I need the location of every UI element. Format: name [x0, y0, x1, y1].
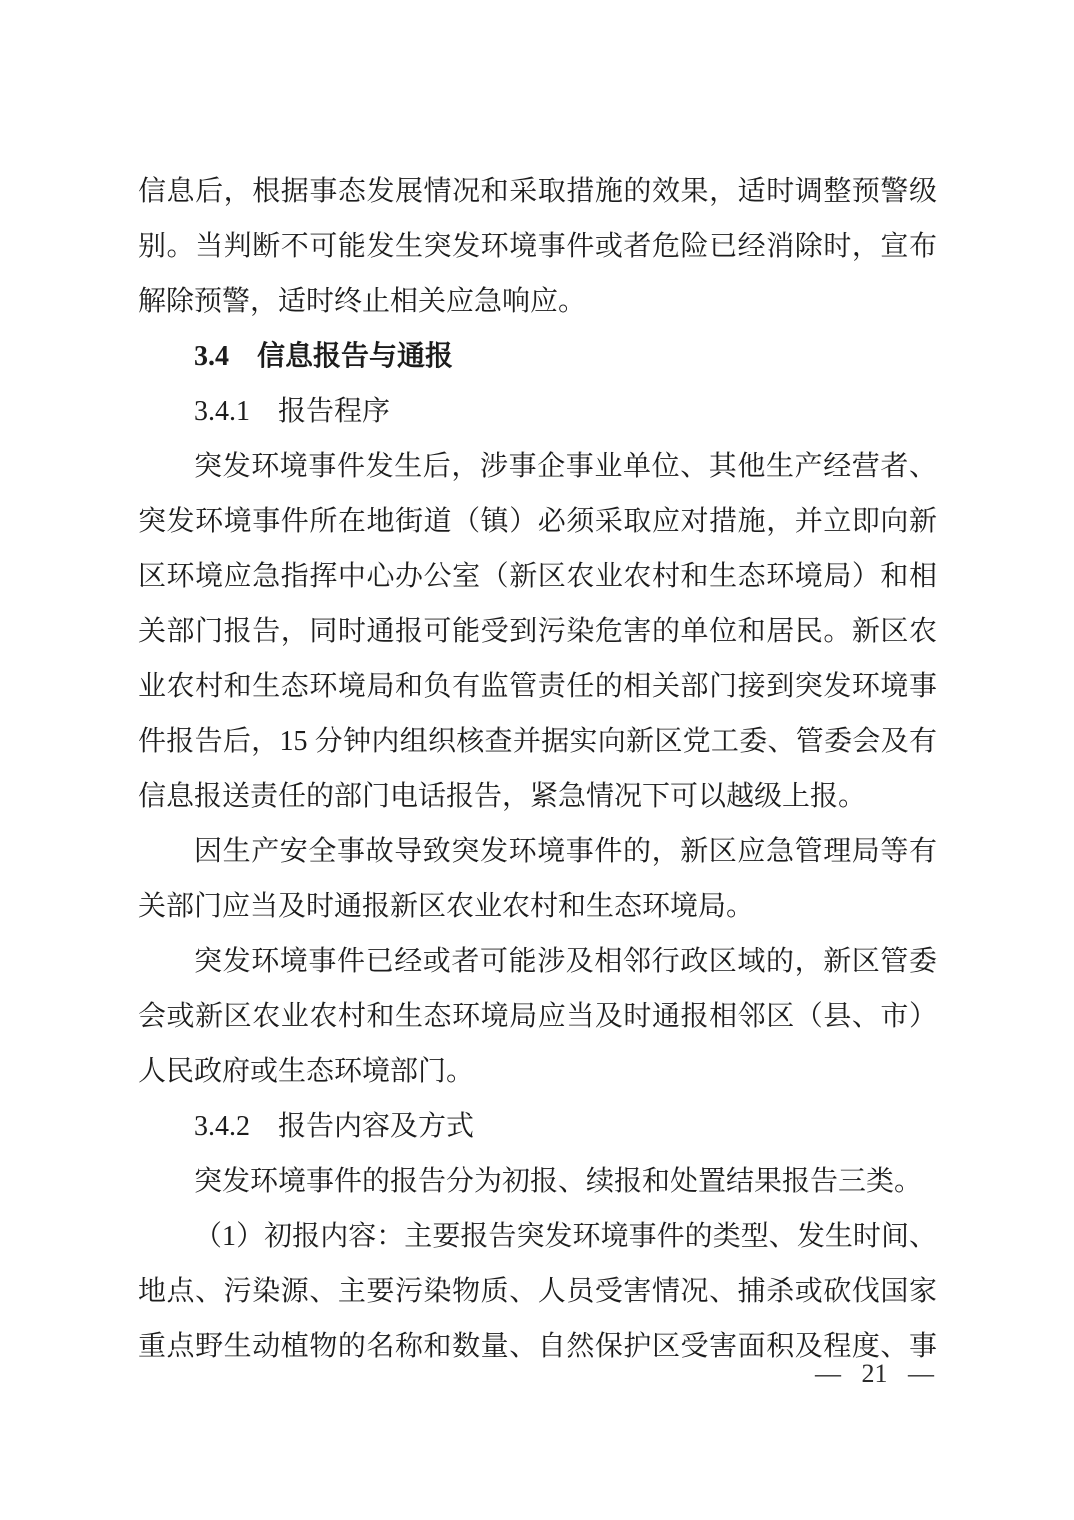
body-line: 信息后，根据事态发展情况和采取措施的效果，适时调整预警级 — [138, 176, 937, 207]
body-line: 突发环境事件的报告分为初报、续报和处置结果报告三类。 — [194, 1166, 923, 1197]
body-line: （1）初报内容：主要报告突发环境事件的类型、发生时间、 — [194, 1221, 937, 1252]
body-line: 区环境应急指挥中心办公室（新区农业农村和生态环境局）和相 — [138, 561, 937, 592]
body-line: 信息报送责任的部门电话报告，紧急情况下可以越级上报。 — [138, 781, 867, 812]
body-line: 关部门应当及时通报新区农业农村和生态环境局。 — [138, 891, 755, 922]
section-heading-3-4: 3.4 信息报告与通报 — [194, 341, 454, 372]
subsection-heading-3-4-2: 3.4.2 报告内容及方式 — [194, 1111, 475, 1142]
body-line: 件报告后，15 分钟内组织核查并据实向新区党工委、管委会及有 — [138, 726, 937, 757]
body-line: 别。当判断不可能发生突发环境事件或者危险已经消除时，宣布 — [138, 231, 937, 262]
body-line: 关部门报告，同时通报可能受到污染危害的单位和居民。新区农 — [138, 616, 937, 647]
body-line: 解除预警，适时终止相关应急响应。 — [138, 286, 587, 317]
page-number: — 21 — — [815, 1359, 934, 1388]
body-line: 因生产安全事故导致突发环境事件的，新区应急管理局等有 — [194, 836, 937, 867]
body-line: 人民政府或生态环境部门。 — [138, 1056, 475, 1087]
body-line: 重点野生动植物的名称和数量、自然保护区受害面积及程度、事 — [138, 1331, 937, 1362]
body-line: 突发环境事件所在地街道（镇）必须采取应对措施，并立即向新 — [138, 506, 937, 537]
body-line: 突发环境事件已经或者可能涉及相邻行政区域的，新区管委 — [194, 946, 937, 977]
body-line: 会或新区农业农村和生态环境局应当及时通报相邻区（县、市） — [138, 1001, 937, 1032]
subsection-heading-3-4-1: 3.4.1 报告程序 — [194, 396, 391, 427]
body-line: 业农村和生态环境局和负有监管责任的相关部门接到突发环境事 — [138, 671, 937, 702]
body-line: 突发环境事件发生后，涉事企事业单位、其他生产经营者、 — [194, 451, 937, 482]
document-body — [138, 164, 937, 1374]
body-line: 地点、污染源、主要污染物质、人员受害情况、捕杀或砍伐国家 — [138, 1276, 937, 1307]
